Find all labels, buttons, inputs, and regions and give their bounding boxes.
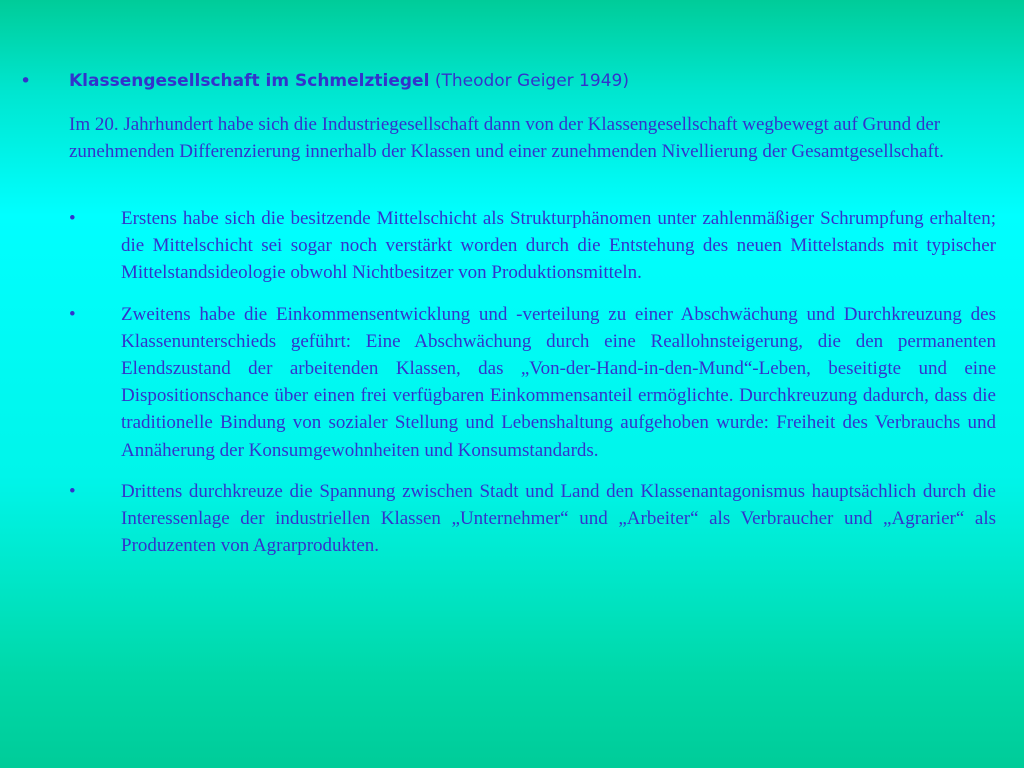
heading-title: Klassengesellschaft im Schmelztiegel — [69, 71, 430, 91]
point-text: Zweitens habe die Einkommensentwicklung und -verteilung zu einer Abschwächung und Durchkreuzung des Klassenunterschieds geführt: Eine Abschwächung durch eine Reallohnsteigerung, die den permanenten Elendszustand der arbeitenden Klassen, das „Von-der-Hand-in-den-Mund“-Leben, beseitigte und eine Dispositionschance über einen frei verfügbaren Einkommensanteil ermöglichte. Durchkreuzung dadurch, dass die traditionelle Bindung von sozialer Stellung und Lebenshaltung aufgehoben wurde: Freiheit des Verbrauchs und Annäherung der Konsumgewohnheiten und Konsumstandards. — [121, 303, 996, 461]
point-item-first — [69, 205, 996, 287]
heading-author-year: (Theodor Geiger 1949) — [429, 71, 629, 91]
intro-paragraph: Im 20. Jahrhundert habe sich die Industriegesellschaft dann von der Klassengesellschaft wegbewegt auf Grund der zunehmenden Differenzierung innerhalb der Klassen und einer zunehmenden Nivellierung der Gesamtgesellschaft. — [69, 114, 944, 162]
point-text: Erstens habe sich die besitzende Mittelschicht als Strukturphänomen unter zahlenmäßiger Schrumpfung erhalten; die Mittelschicht sei sogar noch verstärkt worden durch die Entstehung des neuen Mittelstands mit typischer Mittelstandsideologie obwohl Nichtbesitzer von Produktionsmitteln. — [121, 208, 996, 284]
point-item-third — [69, 478, 996, 560]
heading-bullet: • — [20, 70, 32, 92]
point-bullet: • — [69, 480, 76, 502]
points-list — [69, 205, 996, 573]
point-bullet: • — [69, 303, 76, 325]
point-item-second — [69, 301, 996, 464]
point-text: Drittens durchkreuze die Spannung zwischen Stadt und Land den Klassenantagonismus hauptsächlich durch die Interessenlage der industriellen Klassen „Unternehmer“ und „Arbeiter“ als Verbraucher und „Agrarier“ als Produzenten von Agrarprodukten. — [121, 480, 996, 557]
heading-text — [69, 68, 629, 94]
slide-heading — [20, 68, 1000, 96]
point-bullet: • — [69, 208, 76, 229]
